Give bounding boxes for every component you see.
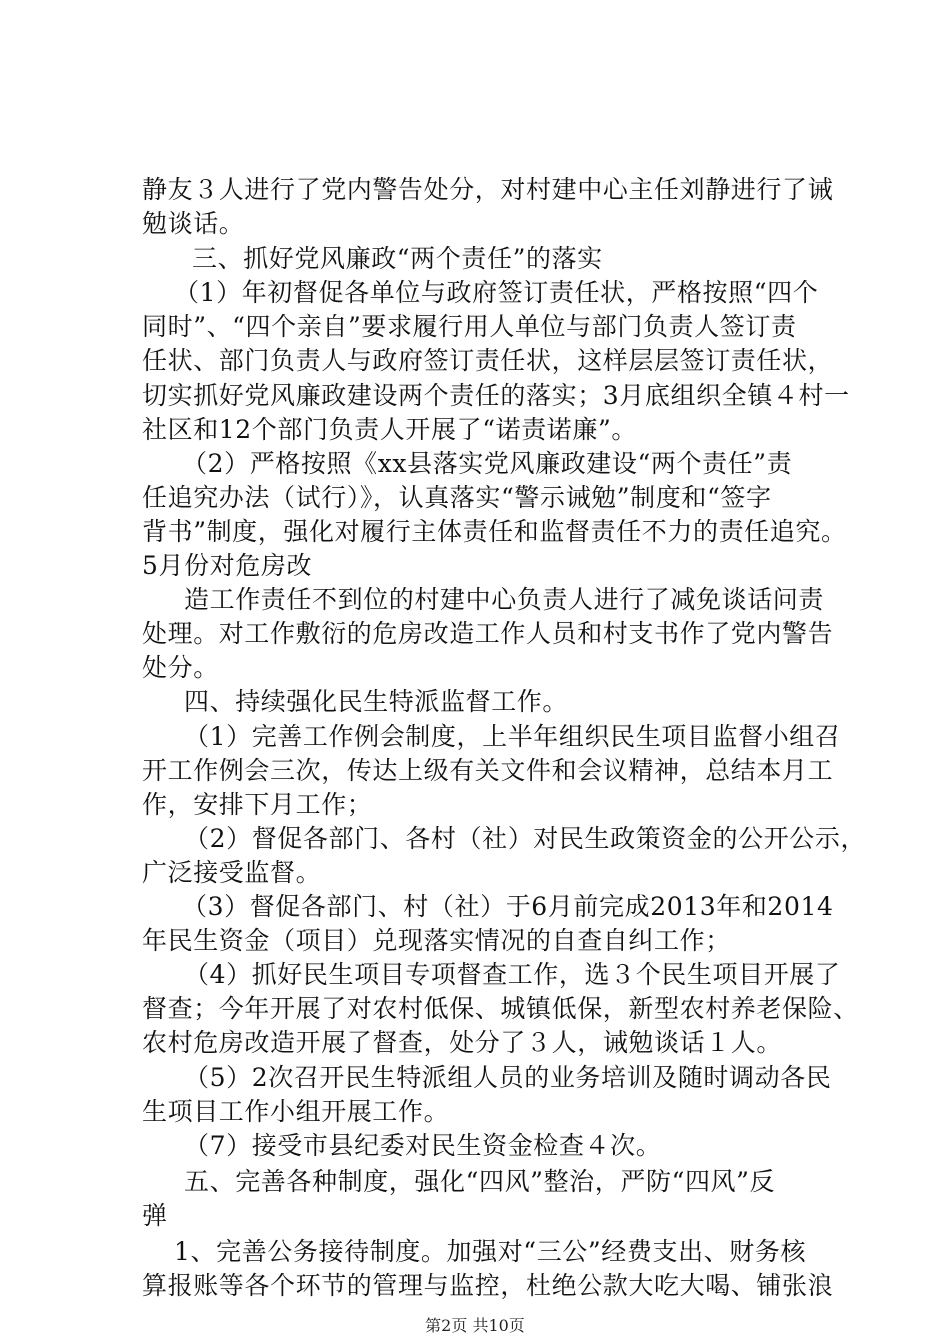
text-line: （5）2次召开民生特派组人员的业务培训及随时调动各民 (184, 1063, 832, 1092)
text-line: 社区和12个部门负责人开展了“诺责诺廉”。 (142, 415, 637, 444)
text-line: 勉谈话。 (142, 209, 245, 238)
text-line: 处理。对工作敷衍的危房改造工作人员和村支书作了党内警告 (142, 619, 834, 648)
page-number-footer: 第2页 共10页 (425, 1316, 525, 1335)
text-line: 造工作责任不到位的村建中心负责人进行了减免谈话问责 (184, 585, 825, 614)
text-line: 任状、部门负责人与政府签订责任状，这样层层签订责任状， (142, 346, 834, 375)
text-line: （4）抓好民生项目专项督查工作，选３个民生项目开展了 (184, 960, 841, 989)
text-line: 1、完善公务接待制度。加强对“三公”经费支出、财务核 (174, 1237, 807, 1266)
section-heading: 弹 (142, 1201, 168, 1230)
text-line: （1）年初督促各单位与政府签订责任状，严格按照“四个 (174, 278, 819, 307)
text-line: （3）督促各部门、村（社）于6月前完成2013年和2014 (182, 892, 834, 921)
text-line: 静友３人进行了党内警告处分，对村建中心主任刘静进行了诫 (142, 175, 834, 204)
text-line: 任追究办法（试行）》，认真落实“警示诫勉”制度和“签字 (142, 483, 772, 512)
text-line: 农村危房改造开展了督查，处分了３人，诫勉谈话１人。 (142, 1028, 783, 1057)
text-line: 切实抓好党风廉政建设两个责任的落实；3月底组织全镇４村一 (142, 381, 850, 410)
section-heading: 三、抓好党风廉政“两个责任”的落实 (192, 244, 603, 273)
section-heading: 四、持续强化民生特派监督工作。 (184, 687, 569, 716)
text-line: 开工作例会三次，传达上级有关文件和会议精神，总结本月工 (142, 756, 834, 785)
text-line: 生项目工作小组开展工作。 (142, 1097, 450, 1126)
text-line: 年民生资金（项目）兑现落实情况的自查自纠工作； (142, 926, 731, 955)
text-line: 同时”、“四个亲自”要求履行用人单位与部门负责人签订责 (142, 312, 797, 341)
text-line: （2）严格按照《xx县落实党风廉政建设“两个责任”责 (182, 449, 793, 478)
text-line: （2）督促各部门、各村（社）对民生政策资金的公开公示， (184, 824, 867, 853)
text-line: 广泛接受监督。 (142, 858, 322, 887)
text-line: （1）完善工作例会制度，上半年组织民生项目监督小组召 (184, 722, 841, 751)
text-line: （7）接受市县纪委对民生资金检查４次。 (184, 1131, 662, 1160)
text-line: 作，安排下月工作； (142, 790, 373, 819)
section-heading: 五、完善各种制度，强化“四风”整治，严防“四风”反 (184, 1167, 776, 1196)
text-line: 处分。 (142, 653, 219, 682)
text-line: 5月份对危房改 (142, 551, 313, 580)
text-line: 算报账等各个环节的管理与监控，杜绝公款大吃大喝、铺张浪 (142, 1271, 834, 1300)
text-line: 背书”制度，强化对履行主体责任和监督责任不力的责任追究。 (142, 517, 847, 546)
text-line: 督查；今年开展了对农村低保、城镇低保，新型农村养老保险、 (142, 994, 859, 1023)
